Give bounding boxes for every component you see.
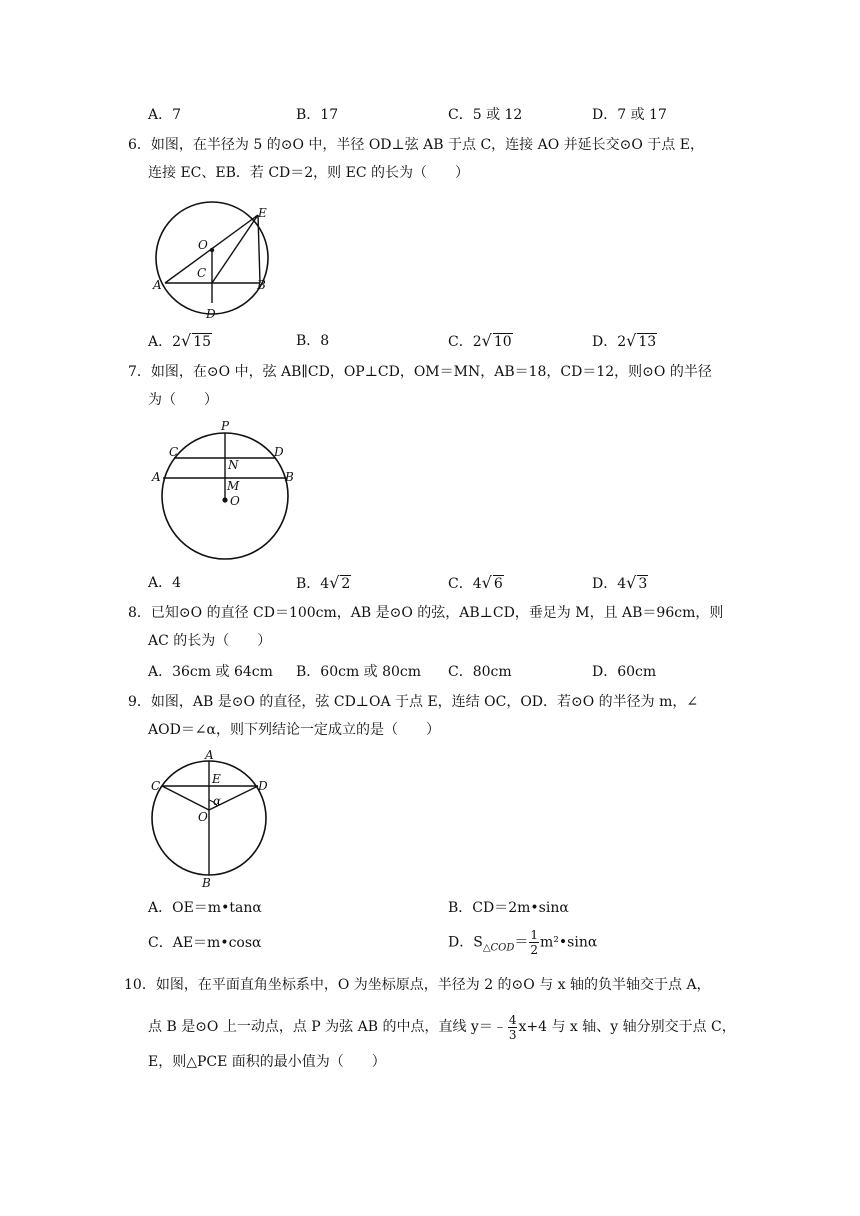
q9-label-c: C xyxy=(151,779,161,793)
q6-option-d-letter: D． xyxy=(592,334,618,350)
q9-option-d xyxy=(448,928,597,959)
q7-stem-line-1: 7．如图，在⊙O 中，弦 AB∥CD，OP⊥CD，OM＝MN，AB＝18，CD＝12，则⊙O 的半径 xyxy=(128,364,712,380)
q7-option-d-coef: 4 xyxy=(617,576,627,592)
q8-option-c: C．80cm xyxy=(448,664,512,680)
q7-option-c xyxy=(448,572,504,595)
q7-label-p: P xyxy=(221,419,230,433)
q7-label-m: M xyxy=(227,479,240,493)
q9-label-a: A xyxy=(205,748,214,762)
q9-label-alpha: α xyxy=(213,794,222,808)
q7-option-c-letter: C． xyxy=(448,576,473,592)
q5-option-b: B．17 xyxy=(296,107,339,123)
q9-stem-line-2: AOD＝∠α，则下列结论一定成立的是（ ） xyxy=(148,722,440,738)
q10-line2-prefix: 点 B 是⊙O 上一动点，点 P 为弦 AB 的中点，直线 y＝﹣ xyxy=(148,1019,507,1035)
q9-option-d-subscript: △COD xyxy=(482,942,515,954)
q7-option-d xyxy=(592,572,648,595)
q9-option-d-fraction xyxy=(529,928,539,957)
q8-stem-line-1: 8．已知⊙O 的直径 CD＝100cm，AB 是⊙O 的弦，AB⊥CD，垂足为 M，且 AB＝96cm，则 xyxy=(128,605,724,621)
q6-label-c: C xyxy=(197,266,207,280)
q6-line-ec xyxy=(212,215,258,283)
q9-option-d-equals: ＝ xyxy=(514,934,529,951)
q6-stem-line-2: 连接 EC、EB．若 CD＝2，则 EC 的长为（ ） xyxy=(148,165,470,181)
q7-option-a xyxy=(148,572,181,594)
q10-stem-line-2 xyxy=(148,1012,736,1042)
q7-option-b xyxy=(296,572,351,595)
q9-figure xyxy=(145,748,275,890)
q6-option-b-value: 8 xyxy=(320,333,330,349)
q7-label-n: N xyxy=(228,458,239,472)
q8-option-d: D．60cm xyxy=(592,664,657,680)
q6-line-eb xyxy=(258,215,260,283)
radical-sign: √ xyxy=(626,573,637,592)
q7-option-d-radicand: 3 xyxy=(638,576,648,592)
q9-label-d: D xyxy=(258,779,268,793)
q7-label-a: A xyxy=(152,470,161,484)
q9-label-e: E xyxy=(212,772,221,786)
q7-stem-line-2: 为（ ） xyxy=(148,392,218,408)
q7-label-b: B xyxy=(285,470,294,484)
q6-option-b-letter: B． xyxy=(296,333,321,349)
q10-line2-suffix: x+4 与 x 轴、y 轴分别交于点 C， xyxy=(518,1019,736,1035)
q9-label-b: B xyxy=(202,876,211,890)
q7-option-c-coef: 4 xyxy=(472,576,482,592)
q6-option-c-letter: C． xyxy=(448,334,473,350)
q8-option-b: B．60cm 或 80cm xyxy=(296,664,422,680)
q7-option-a-letter: A． xyxy=(148,575,173,591)
q8-option-a: A．36cm 或 64cm xyxy=(148,664,273,680)
q9-option-d-prefix: D．S xyxy=(448,934,483,951)
q7-option-c-radicand: 6 xyxy=(493,576,503,592)
q6-label-a: A xyxy=(153,278,162,292)
q7-option-d-letter: D． xyxy=(592,576,618,592)
q6-option-c-coef: 2 xyxy=(472,334,482,350)
q6-option-a-letter: A． xyxy=(148,334,173,350)
q6-option-c-radicand: 10 xyxy=(493,334,512,350)
q9-option-d-numerator: 1 xyxy=(530,928,539,942)
q7-label-o: O xyxy=(230,494,240,508)
q6-option-a-radicand: 15 xyxy=(193,334,212,350)
q9-option-c: C．AE＝m•cosα xyxy=(148,935,262,951)
q6-option-d-radicand: 13 xyxy=(638,334,657,350)
q6-label-b: B xyxy=(257,278,266,292)
q6-option-a xyxy=(148,330,212,353)
radical-sign: √ xyxy=(481,331,492,350)
q10-stem-line-3: E，则△PCE 面积的最小值为（ ） xyxy=(148,1054,386,1070)
radical-sign: √ xyxy=(329,573,340,592)
q6-option-d-coef: 2 xyxy=(617,334,627,350)
q7-label-d: D xyxy=(274,445,284,459)
q9-option-b: B．CD＝2m•sinα xyxy=(448,900,569,916)
q6-option-d xyxy=(592,330,657,353)
q9-stem-line-1: 9．如图，AB 是⊙O 的直径，弦 CD⊥OA 于点 E，连结 OC，OD．若⊙O 的半径为 m，∠ xyxy=(128,694,699,710)
q10-stem-line-1: 10．如图，在平面直角坐标系中，O 为坐标原点，半径为 2 的⊙O 与 x 轴的负半轴交于点 A， xyxy=(124,977,711,993)
q5-option-a: A．7 xyxy=(148,107,182,123)
q8-stem-line-2: AC 的长为（ ） xyxy=(148,633,272,649)
q7-option-a-value: 4 xyxy=(172,575,182,591)
q6-center-dot xyxy=(210,248,214,252)
radical-sign: √ xyxy=(481,573,492,592)
q6-option-a-coef: 2 xyxy=(172,334,182,350)
q7-label-c: C xyxy=(169,445,179,459)
q7-center-dot xyxy=(222,497,227,502)
radical-sign: √ xyxy=(181,331,192,350)
q9-option-d-denominator: 2 xyxy=(530,943,539,957)
q5-option-c: C．5 或 12 xyxy=(448,107,523,123)
q7-option-b-letter: B． xyxy=(296,576,321,592)
q9-option-d-suffix: m²•sinα xyxy=(540,934,598,951)
radical-sign: √ xyxy=(626,331,637,350)
q6-figure xyxy=(150,200,285,325)
q10-denominator: 3 xyxy=(508,1027,517,1042)
q10-fraction xyxy=(508,1013,518,1042)
q6-option-c xyxy=(448,330,513,353)
q7-option-b-radicand: 2 xyxy=(341,576,351,592)
q7-option-b-coef: 4 xyxy=(320,576,330,592)
q9-option-a: A．OE＝m•tanα xyxy=(148,900,262,916)
q9-label-o: O xyxy=(198,810,208,824)
q6-label-e: E xyxy=(258,206,267,220)
q6-stem-line-1: 6．如图，在半径为 5 的⊙O 中，半径 OD⊥弦 AB 于点 C，连接 AO 并延长交⊙O 于点 E， xyxy=(128,137,704,153)
q10-numerator: 4 xyxy=(508,1012,517,1027)
q6-label-d: D xyxy=(206,307,216,321)
q7-figure xyxy=(145,418,305,563)
q6-option-b xyxy=(296,330,329,352)
q6-label-o: O xyxy=(198,238,208,252)
q9-line-oc xyxy=(162,786,209,810)
q5-option-d: D．7 或 17 xyxy=(592,107,667,123)
